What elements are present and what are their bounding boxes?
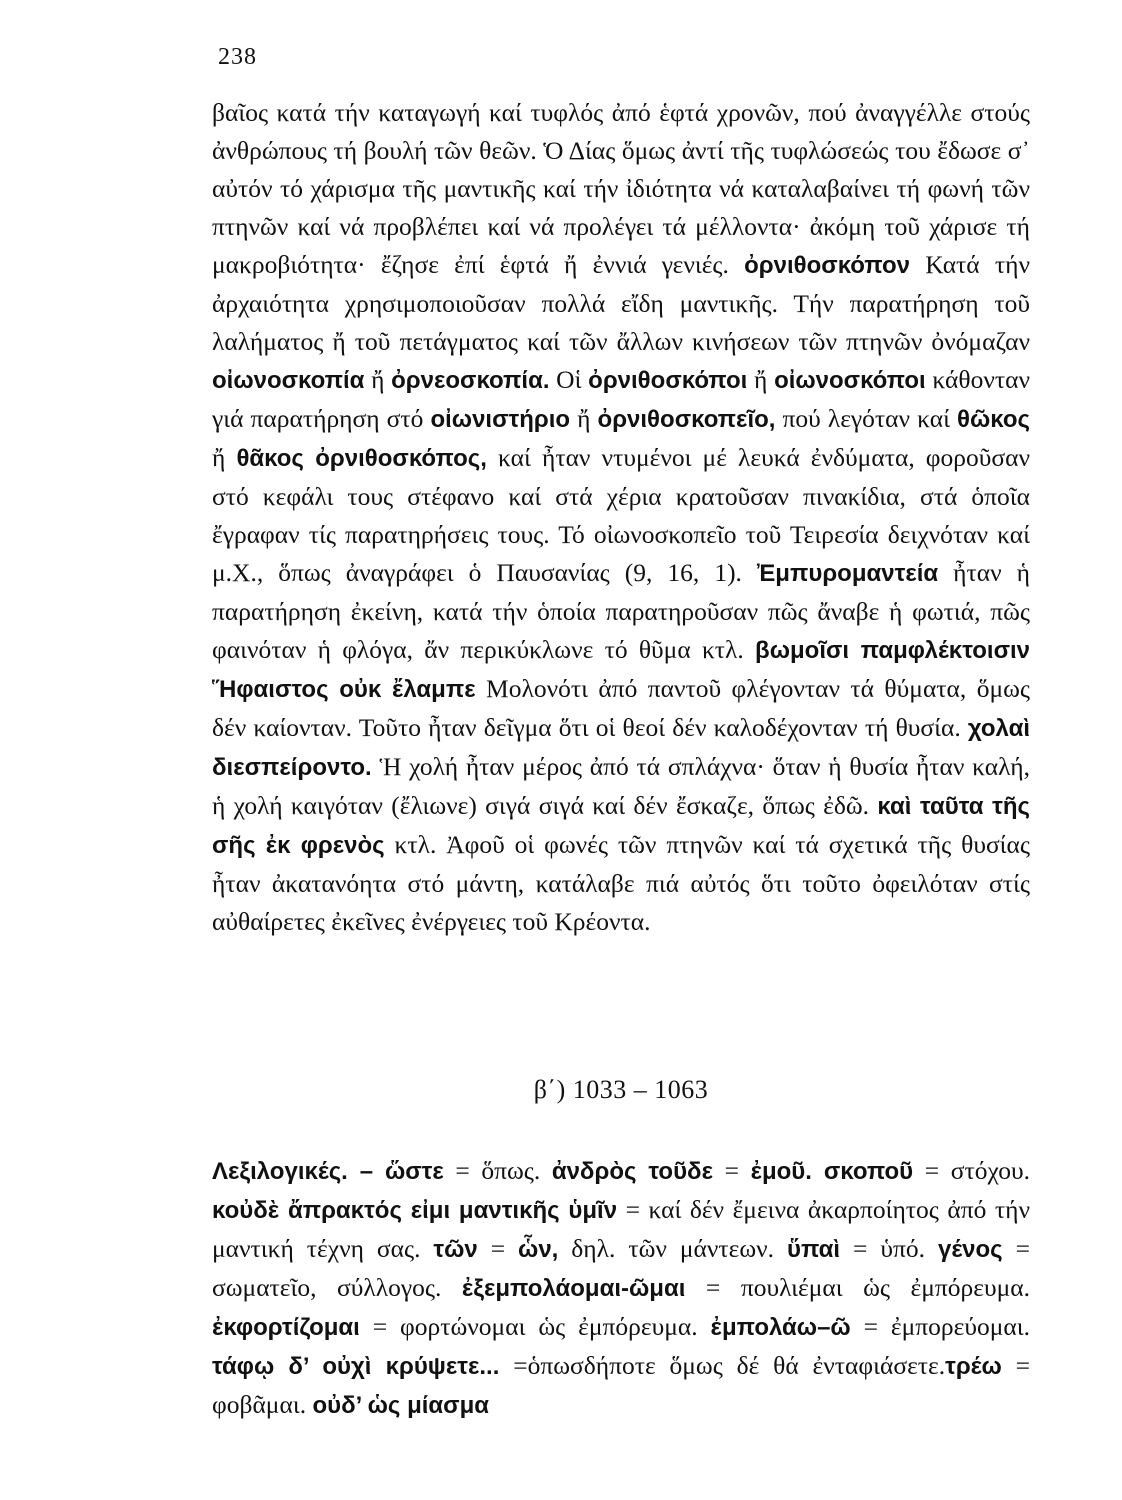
bold-term: ἐμοῦ. σκοποῦ [750, 1158, 914, 1185]
bold-term: βωμοῖσι παμφλέκτοισιν Ἥφαιστος οὐκ ἔλαμπε [212, 637, 1030, 703]
text-run: = [477, 1234, 519, 1263]
text-run: ἤ [747, 365, 775, 394]
text-run: κάθονταν γιά παρατήρηση στό [212, 365, 1031, 433]
bold-term: καὶ ταῦτα τῆς σῆς ἐκ φρενὸς [212, 793, 1030, 859]
text-run: Κατά τήν ἀρχαιότητα χρησιμοποιοῦσαν πολλά εἴδη μαντικῆς. Τήν παρατήρηση τοῦ λαλήματος ἤ τοῦ πετάγματος καί τῶν ἄλλων κινήσεων τῶν πτηνῶν ὀνόμαζαν [212, 250, 1030, 356]
bold-term: ὀρνιθοσκόπον [744, 252, 910, 279]
vocabulary-paragraph [212, 1152, 1030, 1482]
bold-term: γένος [937, 1236, 1003, 1263]
bold-term: θᾶκος ὀρνιθοσκόπος, [236, 445, 487, 472]
bold-term: οἰωνοσκόποι [774, 367, 926, 394]
text-run: Οἱ [549, 365, 589, 394]
bold-term: ἐκφορτίζομαι [212, 1314, 360, 1341]
text-run: = φορτώνομαι ὡς ἐμπόρευμα. [359, 1312, 711, 1341]
bold-term: χολαὶ διεσπείροντο. [212, 715, 1030, 781]
bold-term: ἐξεμπολάομαι-ῶμαι [461, 1275, 686, 1302]
page-number: 238 [218, 44, 257, 70]
text-run: =ὁπωσδήποτε ὅμως δέ θά ἐνταφιάσετε. [499, 1351, 946, 1380]
bold-term: ὀρνεοσκοπία. [391, 367, 550, 394]
text-run: = πουλιέμαι ὡς ἐμπόρευμα. [685, 1273, 1030, 1302]
bold-term: θῶκος [957, 406, 1031, 433]
bold-term: τρέω [945, 1353, 1002, 1380]
bold-term: Ἐμπυρομαντεία [756, 560, 939, 587]
bold-term: οὐδ’ ὡς μίασμα [312, 1392, 490, 1419]
text-run: Ἡ χολή ἦταν μέρος ἀπό τά σπλάχνα· ὅταν ἡ θυσία ἦταν καλή, ἡ χολή καιγόταν (ἔλιωνε) σιγά σιγά καί δέν ἔσκαζε, ὅπως ἐδῶ. [212, 752, 1030, 820]
bold-term: ὧν, [518, 1236, 559, 1263]
bold-term: Λεξιλογικές. – ὥστε [212, 1158, 444, 1185]
text-run: βαῖος κατά τήν καταγωγή καί τυφλός ἀπό ἑφτά χρονῶν, πού ἀναγγέλλε στούς ἀνθρώπους τή βουλή τῶν θεῶν. Ὁ Δίας ὅμως ἀντί τῆς τυφλώσεώς του ἔδωσε σ᾽ αὐτόν τό χάρισμα τῆς μαντικῆς καί τήν ἰδιότητα νά καταλαβαίνει τή φωνή τῶν πτηνῶν καί νά προβλέπει καί νά προλέγει τά μέλλοντα· ἀκόμη τοῦ χάρισε τή μακροβιότητα· ἔζησε ἐπί ἑφτά ἤ ἐννιά γενιές. [212, 98, 1030, 279]
bold-term: τάφῳ δ’ οὐχὶ κρύψετε... [212, 1353, 500, 1380]
text-run: = [712, 1156, 751, 1185]
bold-term: οἰωνιστήριο [430, 406, 571, 433]
text-run: = ὑπό. [840, 1234, 938, 1263]
text-run: Μολονότι ἀπό παντοῦ φλέγονταν τά θύματα, ὅμως δέν καίονταν. Τοῦτο ἦταν δεῖγμα ὅτι οἱ θεοί δέν καλοδέχονταν τή θυσία. [212, 674, 1030, 742]
text-run: καί ἦταν ντυμένοι μέ λευκά ἐνδύματα, φοροῦσαν στό κεφάλι τους στέφανο καί στά χέρια κρατοῦσαν πινακίδια, στά ὁποῖα ἔγραφαν τίς παρατηρήσεις τους. Τό οἰωνοσκοπεῖο τοῦ Τειρεσία δειχνόταν καί μ.Χ., ὅπως ἀναγράφει ὁ Παυσανίας (9, 16, 1). [212, 443, 1030, 587]
text-run: = στόχου. [913, 1156, 1030, 1185]
text-run: κτλ. Ἀφοῦ οἱ φωνές τῶν πτηνῶν καί τά σχετικά τῆς θυσίας ἦταν ἀκατανόητα στό μάντη, κατάλαβε πιά αὐτός ὅτι τοῦτο ὀφειλόταν στίς αὐθαίρετες ἐκεῖνες ἐνέργειες τοῦ Κρέοντα. [212, 830, 1031, 936]
text-run: ἤ [570, 404, 598, 433]
text-run: ἤ [212, 443, 237, 472]
bold-term: οἰωνοσκοπία [212, 367, 365, 394]
bold-term: ὕπαὶ [787, 1236, 841, 1263]
text-run: ἦταν ἡ παρατήρηση ἐκείνη, κατά τήν ὁποία παρατηροῦσαν πῶς ἄναβε ἡ φωτιά, πῶς φαινόταν ἡ φλόγα, ἄν περικύκλωνε τό θῦμα κτλ. [212, 558, 1030, 664]
bold-term: ὀρνιθοσκοπεῖο, [597, 406, 776, 433]
bold-term: κοὐδὲ ἄπρακτός εἰμι μαντικῆς ὑμῖν [212, 1197, 618, 1224]
section-heading: β΄) 1033 – 1063 [533, 1075, 709, 1104]
text-run: ἤ [364, 365, 392, 394]
text-run: = φοβᾶμαι. [212, 1351, 1030, 1419]
text-run: = ἐμπορεύομαι. [850, 1312, 1030, 1341]
bold-term: ἐμπολάω–ῶ [710, 1314, 851, 1341]
bold-term: ὀρνιθοσκόποι [588, 367, 748, 394]
text-run: = ὅπως. [443, 1156, 552, 1185]
commentary-paragraph [212, 94, 1030, 1014]
text-run: = σωματεῖο, σύλλογος. [212, 1234, 1030, 1302]
text-run: δηλ. τῶν μάντεων. [558, 1234, 787, 1263]
text-run: = καί δέν ἔμεινα ἀκαρποίητος ἀπό τήν μαντική τέχνη σας. [212, 1195, 1030, 1263]
bold-term: τῶν [433, 1236, 478, 1263]
bold-term: ἀνδρὸς τοῦδε [551, 1158, 713, 1185]
text-run: πού λεγόταν καί [775, 404, 958, 433]
